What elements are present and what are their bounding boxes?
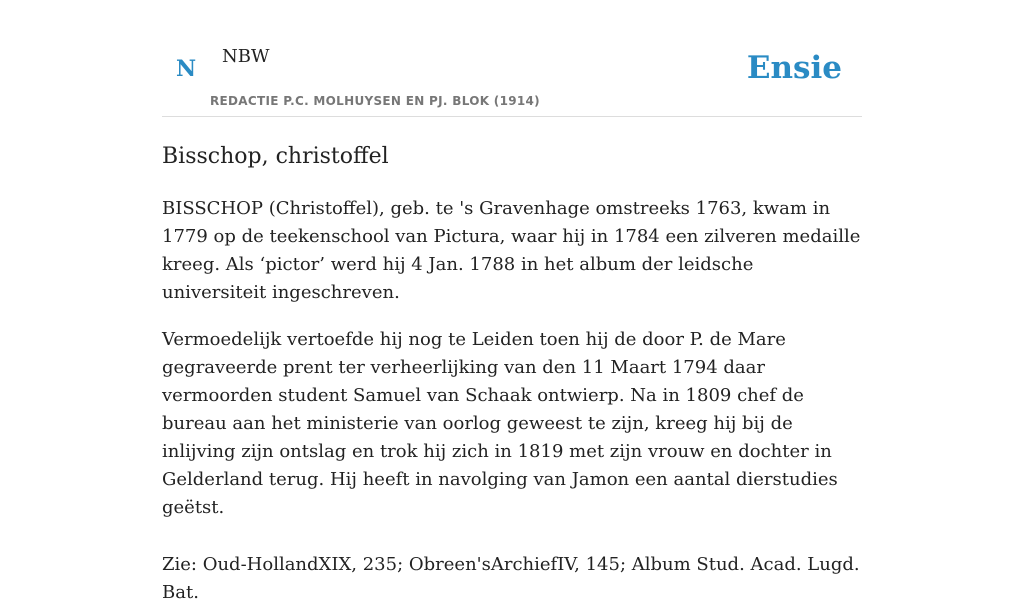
article-title: Bisschop, christoffel	[162, 144, 389, 169]
article-paragraph: Vermoedelijk vertoefde hij nog te Leiden toen hij de door P. de Mare gegraveerde prent ter verheerlijking van den 11 Maart 1794 daar vermoorden student Samuel van Schaak ontwierp. Na in 1809 chef de bureau aan het ministerie van oorlog geweest te zijn, kreeg hij bij de inlijving zijn ontslag en trok hij zich in 1819 met zijn vrouw en dochter in Gelderland terug. Hij heeft in navolging van Jamon een aantal dierstudies geëtst.	[162, 329, 838, 518]
article-body	[162, 195, 862, 607]
page	[162, 0, 862, 607]
source-editors: REDACTIE P.C. MOLHUYSEN EN PJ. BLOK (1914)	[210, 94, 540, 108]
source-header	[162, 0, 862, 117]
source-logo: N	[176, 56, 197, 82]
article-paragraph: BISSCHOP (Christoffel), geb. te 's Gravenhage omstreeks 1763, kwam in 1779 op de teekenschool van Pictura, waar hij in 1784 een zilveren medaille kreeg. Als ‘pictor’ werd hij 4 Jan. 1788 in het album der leidsche universiteit ingeschreven.	[162, 198, 861, 303]
source-name[interactable]: NBW	[222, 46, 270, 67]
article-references: Zie: Oud-HollandXIX, 235; Obreen'sArchiefIV, 145; Album Stud. Acad. Lugd. Bat.	[162, 554, 860, 603]
brand-logo-link[interactable]: Ensie	[746, 50, 842, 86]
